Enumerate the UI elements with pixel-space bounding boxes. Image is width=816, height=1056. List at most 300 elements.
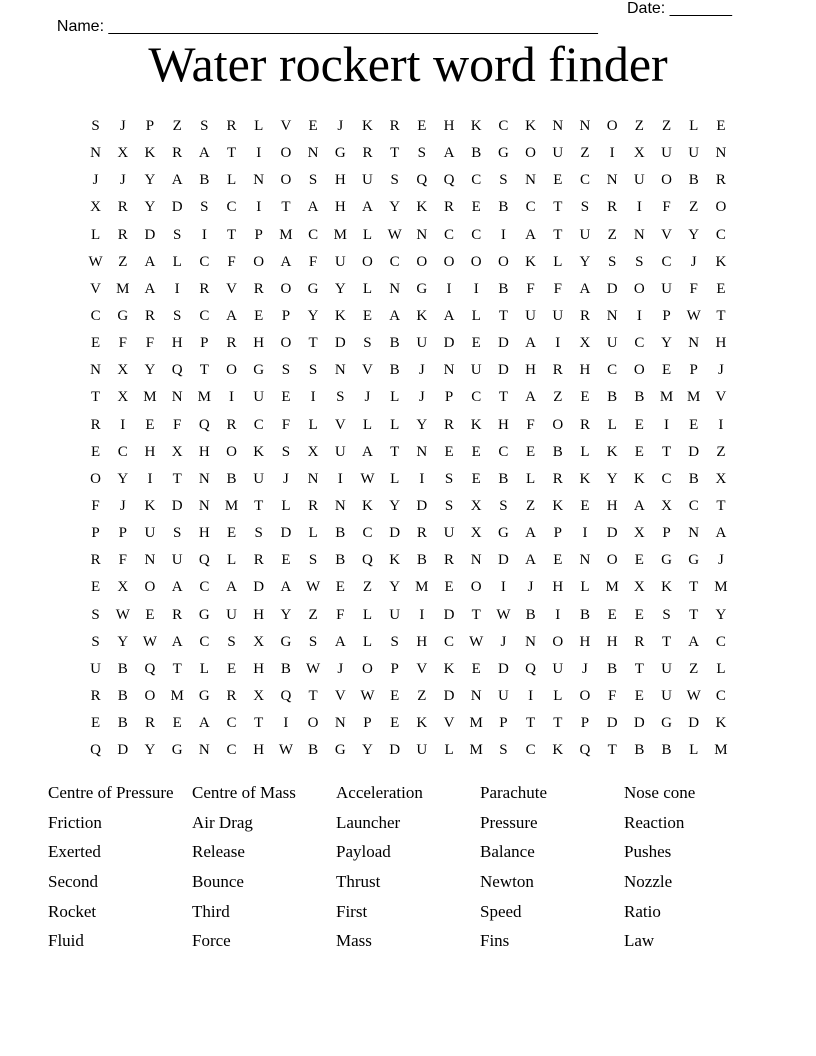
grid-letter: G	[497, 145, 509, 162]
grid-letter: F	[689, 280, 698, 297]
grid-letter: O	[280, 280, 292, 297]
grid-letter: L	[199, 660, 209, 677]
grid-letter: E	[226, 525, 237, 542]
grid-letter: O	[362, 253, 373, 270]
grid-letter: V	[226, 280, 237, 297]
grid-letter: S	[607, 253, 617, 270]
grid-letter: S	[308, 172, 318, 189]
grid-letter: U	[389, 606, 401, 623]
grid-letter: C	[253, 416, 264, 433]
word-list-item: Launcher	[336, 812, 401, 832]
grid-letter: E	[335, 579, 345, 596]
grid-letter: C	[471, 226, 482, 243]
grid-letter: D	[443, 606, 455, 623]
grid-letter: T	[716, 498, 726, 515]
grid-letter: X	[633, 579, 645, 596]
grid-letter: A	[280, 579, 292, 596]
grid-letter: P	[363, 715, 372, 732]
grid-letter: G	[661, 552, 672, 569]
grid-letter: X	[715, 470, 727, 487]
grid-letter: N	[715, 145, 727, 162]
grid-letter: L	[226, 172, 237, 189]
grid-letter: R	[308, 498, 319, 515]
grid-letter: L	[716, 660, 726, 677]
grid-letter: S	[172, 525, 182, 542]
grid-letter: L	[362, 416, 373, 433]
grid-letter: A	[334, 633, 346, 650]
grid-letter: K	[144, 145, 156, 162]
grid-letter: U	[90, 660, 102, 677]
grid-letter: E	[607, 606, 617, 623]
grid-letter: E	[634, 416, 644, 433]
grid-letter: N	[144, 552, 156, 569]
grid-letter: O	[144, 688, 156, 705]
grid-letter: O	[307, 715, 319, 732]
grid-letter: H	[334, 172, 346, 189]
grid-letter: T	[661, 633, 672, 650]
grid-letter: J	[337, 118, 344, 135]
grid-letter: E	[634, 552, 644, 569]
grid-letter: E	[281, 389, 291, 406]
grid-letter: F	[145, 335, 155, 352]
grid-letter: K	[715, 715, 727, 732]
grid-letter: E	[716, 118, 726, 135]
grid-letter: Z	[172, 118, 182, 135]
grid-letter: W	[88, 253, 103, 270]
grid-letter: R	[144, 715, 155, 732]
grid-letter: W	[360, 470, 375, 487]
grid-letter: Q	[362, 552, 373, 569]
grid-letter: R	[172, 606, 183, 623]
grid-letter: H	[443, 118, 455, 135]
grid-letter: Y	[334, 280, 346, 297]
grid-letter: K	[470, 118, 482, 135]
grid-letter: B	[471, 145, 482, 162]
grid-letter: K	[144, 498, 156, 515]
grid-letter: K	[606, 443, 618, 460]
grid-letter: E	[145, 416, 155, 433]
word-list-item: Speed	[480, 901, 522, 921]
grid-letter: R	[416, 525, 427, 542]
grid-letter: I	[609, 145, 615, 162]
grid-letter: E	[444, 579, 454, 596]
grid-letter: Q	[198, 416, 210, 433]
grid-letter: Y	[661, 335, 672, 352]
grid-letter: T	[526, 715, 536, 732]
grid-letter: Y	[144, 172, 156, 189]
grid-letter: N	[90, 362, 102, 379]
grid-letter: H	[606, 498, 618, 515]
grid-letter: I	[147, 470, 153, 487]
grid-letter: A	[389, 308, 401, 325]
grid-letter: N	[470, 688, 482, 705]
grid-letter: T	[172, 660, 182, 677]
grid-letter: O	[633, 362, 645, 379]
grid-letter: R	[444, 552, 455, 569]
grid-letter: W	[142, 633, 158, 650]
grid-letter: N	[416, 226, 428, 243]
grid-letter: U	[443, 525, 455, 542]
word-list-item: Nose cone	[624, 782, 696, 802]
grid-letter: X	[253, 633, 265, 650]
grid-letter: M	[714, 742, 728, 759]
grid-letter: T	[553, 715, 563, 732]
grid-letter: Q	[443, 172, 455, 189]
grid-letter: M	[659, 389, 674, 406]
grid-letter: N	[579, 552, 591, 569]
grid-letter: X	[253, 688, 265, 705]
grid-letter: U	[416, 742, 428, 759]
grid-letter: I	[419, 606, 425, 623]
grid-letter: E	[471, 660, 481, 677]
grid-letter: V	[416, 660, 428, 677]
grid-letter: L	[580, 443, 590, 460]
grid-letter: C	[444, 226, 455, 243]
grid-letter: B	[688, 172, 699, 189]
word-list-item: Ratio	[624, 901, 661, 921]
grid-letter: J	[282, 470, 289, 487]
grid-letter: S	[308, 633, 318, 650]
grid-letter: T	[553, 226, 563, 243]
grid-letter: S	[499, 172, 508, 189]
grid-letter: J	[418, 362, 425, 379]
grid-letter: S	[172, 308, 182, 325]
grid-letter: U	[661, 688, 672, 705]
grid-letter: U	[688, 145, 700, 162]
grid-letter: Y	[307, 308, 319, 325]
grid-letter: H	[606, 633, 618, 650]
grid-letter: S	[281, 443, 291, 460]
grid-letter: L	[390, 470, 400, 487]
grid-letter: X	[171, 443, 183, 460]
grid-letter: N	[171, 389, 183, 406]
grid-letter: R	[362, 145, 373, 162]
grid-letter: L	[281, 498, 291, 515]
grid-letter: N	[579, 118, 591, 135]
grid-letter: O	[280, 172, 292, 189]
grid-letter: H	[334, 199, 346, 216]
grid-letter: T	[689, 579, 699, 596]
grid-letter: V	[280, 118, 292, 135]
grid-letter: I	[174, 280, 180, 297]
grid-letter: D	[606, 525, 618, 542]
grid-letter: B	[498, 199, 509, 216]
name-field-label: Name: _______________________________________________________	[56, 18, 598, 35]
grid-letter: Z	[689, 199, 699, 216]
grid-letter: E	[444, 443, 454, 460]
grid-letter: D	[334, 335, 346, 352]
grid-letter: C	[661, 470, 672, 487]
grid-letter: I	[120, 416, 126, 433]
grid-letter: K	[661, 579, 672, 596]
word-list-item: Fluid	[48, 931, 84, 951]
grid-letter: E	[91, 335, 101, 352]
date-field-label: Date: _______	[627, 0, 732, 17]
grid-letter: I	[337, 470, 343, 487]
grid-letter: J	[717, 552, 724, 569]
grid-letter: S	[308, 362, 318, 379]
grid-letter: R	[117, 199, 128, 216]
grid-letter: G	[117, 308, 129, 325]
grid-letter: P	[499, 715, 508, 732]
grid-letter: S	[635, 253, 644, 270]
grid-letter: O	[661, 172, 672, 189]
grid-letter: Y	[389, 498, 401, 515]
grid-letter: L	[362, 633, 373, 650]
grid-letter: F	[91, 498, 100, 515]
grid-letter: E	[634, 688, 644, 705]
grid-letter: K	[362, 118, 373, 135]
grid-letter: S	[417, 145, 427, 162]
grid-letter: M	[714, 579, 728, 596]
grid-letter: K	[470, 416, 482, 433]
grid-letter: L	[444, 742, 454, 759]
word-list-item: Third	[192, 901, 230, 921]
grid-letter: Z	[716, 443, 726, 460]
grid-letter: E	[553, 552, 563, 569]
grid-letter: S	[281, 362, 291, 379]
grid-letter: C	[498, 118, 509, 135]
grid-letter: U	[661, 660, 672, 677]
grid-letter: Y	[389, 579, 401, 596]
grid-letter: P	[390, 660, 399, 677]
grid-letter: H	[171, 335, 183, 352]
grid-letter: N	[198, 742, 210, 759]
grid-letter: P	[444, 389, 454, 406]
grid-letter: C	[199, 308, 210, 325]
grid-letter: X	[117, 389, 129, 406]
grid-letter: E	[91, 715, 101, 732]
grid-letter: O	[525, 145, 537, 162]
grid-letter: J	[119, 118, 126, 135]
grid-letter: I	[446, 280, 452, 297]
grid-letter: T	[553, 199, 563, 216]
grid-letter: J	[119, 172, 126, 189]
grid-letter: A	[226, 579, 237, 596]
word-list-item: Release	[192, 842, 245, 862]
grid-letter: W	[115, 606, 130, 623]
grid-letter: K	[389, 552, 401, 569]
grid-letter: O	[416, 253, 428, 270]
grid-letter: A	[362, 443, 373, 460]
grid-letter: P	[145, 118, 155, 135]
grid-letter: N	[606, 172, 618, 189]
grid-letter: L	[362, 226, 373, 243]
grid-letter: R	[389, 118, 400, 135]
grid-letter: S	[444, 498, 454, 515]
grid-letter: B	[199, 172, 210, 189]
grid-letter: S	[662, 606, 671, 623]
grid-letter: I	[419, 470, 425, 487]
grid-letter: H	[715, 335, 727, 352]
grid-letter: E	[471, 335, 481, 352]
grid-letter: N	[334, 498, 346, 515]
grid-letter: H	[253, 742, 265, 759]
grid-letter: O	[470, 253, 482, 270]
grid-letter: B	[525, 606, 536, 623]
grid-letter: L	[553, 688, 563, 705]
grid-letter: U	[470, 362, 482, 379]
grid-letter: R	[579, 416, 590, 433]
grid-letter: B	[634, 742, 645, 759]
grid-letter: U	[497, 688, 509, 705]
word-list-item: Pushes	[624, 842, 672, 862]
grid-letter: S	[200, 199, 209, 216]
grid-letter: H	[579, 633, 591, 650]
grid-letter: Q	[525, 660, 537, 677]
grid-letter: S	[308, 552, 318, 569]
grid-letter: B	[607, 660, 618, 677]
grid-letter: C	[525, 199, 536, 216]
grid-letter: B	[498, 280, 509, 297]
word-list-item: Centre of Mass	[192, 782, 296, 802]
grid-letter: D	[253, 579, 265, 596]
grid-letter: Q	[171, 362, 183, 379]
grid-letter: H	[579, 362, 591, 379]
grid-letter: T	[498, 308, 508, 325]
grid-letter: L	[362, 606, 373, 623]
grid-letter: S	[336, 389, 345, 406]
grid-letter: F	[553, 280, 562, 297]
grid-letter: U	[552, 145, 564, 162]
grid-letter: K	[579, 470, 591, 487]
grid-letter: B	[335, 552, 346, 569]
word-list-item: Reaction	[624, 812, 685, 832]
grid-letter: Z	[526, 498, 536, 515]
grid-letter: R	[90, 416, 101, 433]
grid-letter: N	[688, 525, 700, 542]
grid-letter: W	[686, 688, 701, 705]
grid-letter: O	[497, 253, 509, 270]
grid-letter: Y	[688, 226, 700, 243]
grid-letter: G	[171, 742, 183, 759]
grid-letter: N	[334, 362, 346, 379]
grid-letter: U	[171, 552, 183, 569]
grid-letter: R	[226, 118, 237, 135]
grid-letter: U	[253, 470, 265, 487]
grid-letter: H	[416, 633, 428, 650]
grid-letter: D	[171, 498, 183, 515]
grid-letter: S	[363, 335, 372, 352]
grid-letter: X	[633, 525, 645, 542]
grid-letter: I	[500, 226, 506, 243]
grid-letter: K	[633, 470, 645, 487]
word-list-item: Bounce	[192, 871, 244, 891]
grid-letter: E	[553, 172, 563, 189]
grid-letter: A	[688, 633, 700, 650]
grid-letter: A	[144, 253, 156, 270]
grid-letter: P	[689, 362, 698, 379]
grid-letter: O	[253, 253, 265, 270]
grid-letter: A	[715, 525, 727, 542]
grid-letter: N	[198, 470, 210, 487]
grid-letter: N	[633, 226, 645, 243]
grid-letter: P	[91, 525, 100, 542]
name-date-line	[48, 0, 748, 35]
grid-letter: O	[552, 416, 564, 433]
grid-letter: K	[416, 715, 428, 732]
grid-letter: E	[661, 362, 672, 379]
grid-letter: M	[333, 226, 347, 243]
grid-letter: Z	[362, 579, 373, 596]
grid-letter: E	[689, 416, 699, 433]
grid-letter: R	[607, 199, 618, 216]
grid-letter: K	[552, 498, 564, 515]
grid-letter: T	[661, 443, 672, 460]
grid-letter: S	[227, 633, 236, 650]
grid-letter: V	[90, 280, 102, 297]
grid-letter: W	[306, 660, 321, 677]
grid-letter: C	[362, 525, 373, 542]
word-list-item: Second	[48, 871, 99, 891]
grid-letter: X	[579, 335, 591, 352]
grid-letter: Y	[579, 253, 591, 270]
grid-letter: S	[91, 606, 100, 623]
grid-letter: F	[118, 335, 127, 352]
grid-letter: D	[497, 660, 509, 677]
grid-letter: I	[664, 416, 670, 433]
grid-letter: N	[525, 633, 537, 650]
grid-letter: U	[144, 525, 156, 542]
grid-letter: B	[661, 742, 672, 759]
grid-letter: C	[389, 253, 400, 270]
grid-letter: G	[334, 145, 346, 162]
grid-letter: A	[443, 308, 455, 325]
grid-letter: D	[389, 742, 401, 759]
grid-letter: M	[143, 389, 157, 406]
grid-letter: E	[362, 308, 373, 325]
grid-letter: C	[579, 172, 590, 189]
grid-letter: K	[525, 253, 537, 270]
grid-letter: L	[689, 118, 699, 135]
grid-letter: D	[117, 742, 129, 759]
grid-letter: N	[688, 335, 700, 352]
grid-letter: K	[253, 443, 265, 460]
grid-letter: R	[444, 416, 455, 433]
grid-letter: Q	[90, 742, 102, 759]
grid-letter: E	[281, 552, 291, 569]
grid-letter: W	[278, 742, 293, 759]
grid-letter: Y	[715, 606, 727, 623]
grid-letter: O	[606, 552, 618, 569]
grid-letter: Q	[579, 742, 591, 759]
grid-letter: I	[229, 389, 235, 406]
grid-letter: B	[226, 470, 237, 487]
grid-letter: B	[117, 715, 128, 732]
grid-letter: T	[689, 606, 699, 623]
grid-letter: C	[117, 443, 128, 460]
grid-letter: V	[334, 416, 346, 433]
grid-letter: D	[144, 226, 156, 243]
grid-letter: A	[171, 172, 183, 189]
grid-letter: W	[469, 633, 484, 650]
grid-letter: M	[469, 742, 483, 759]
grid-letter: I	[555, 606, 561, 623]
grid-letter: K	[416, 199, 428, 216]
grid-letter: F	[336, 606, 345, 623]
grid-letter: I	[636, 199, 642, 216]
grid-letter: A	[198, 145, 210, 162]
grid-letter: G	[416, 280, 428, 297]
grid-letter: G	[198, 688, 210, 705]
grid-letter: D	[171, 199, 183, 216]
grid-letter: N	[307, 470, 319, 487]
grid-letter: L	[607, 416, 617, 433]
grid-letter: R	[552, 470, 563, 487]
grid-letter: O	[470, 579, 482, 596]
grid-letter: F	[308, 253, 318, 270]
grid-letter: C	[471, 389, 482, 406]
